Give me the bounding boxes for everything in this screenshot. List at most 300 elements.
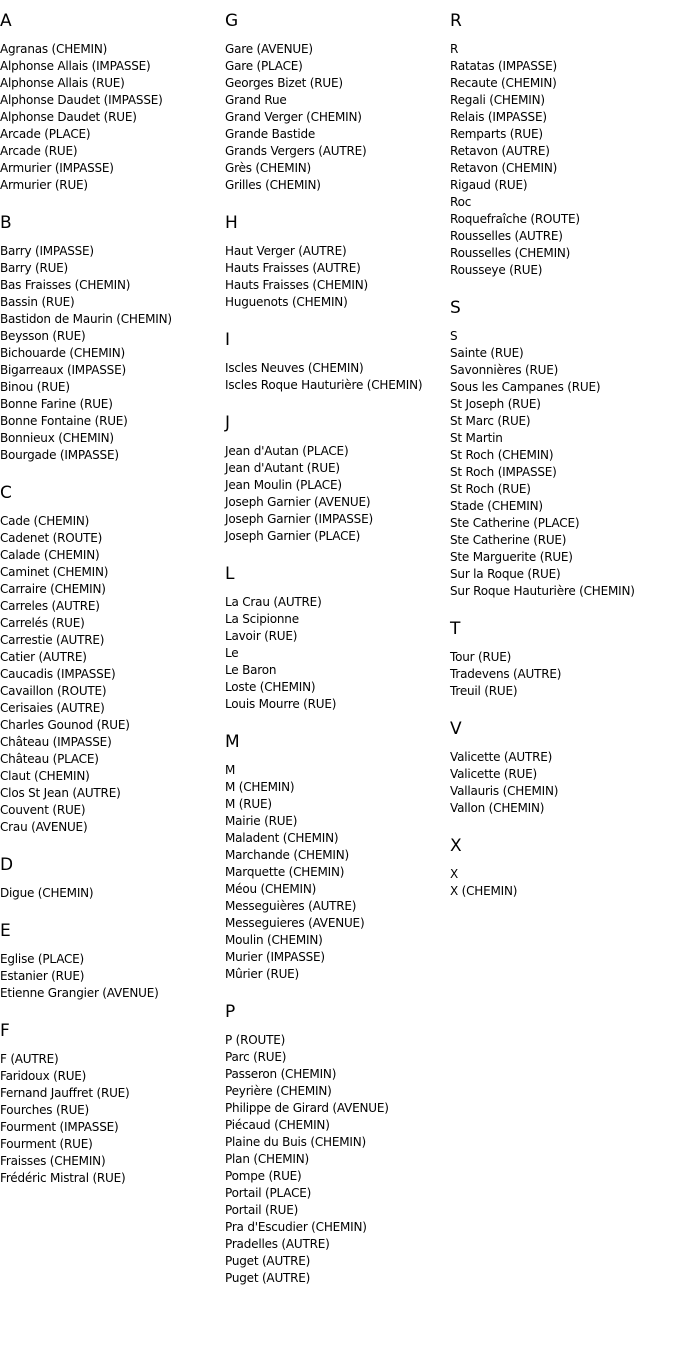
- section-letter-heading: S: [450, 298, 461, 318]
- street-link[interactable]: Mûrier (RUE): [225, 967, 300, 981]
- street-link[interactable]: Sainte (RUE): [450, 346, 524, 360]
- street-link[interactable]: Tradevens (AUTRE): [450, 667, 562, 681]
- street-list-item: [225, 1151, 447, 1168]
- street-list-item: [450, 262, 675, 279]
- street-list-item: [0, 530, 222, 547]
- street-list-item: [0, 785, 222, 802]
- letter-section: [450, 835, 675, 900]
- street-link[interactable]: Gare (PLACE): [225, 59, 303, 73]
- street-link[interactable]: Treuil (RUE): [450, 684, 518, 698]
- street-list-item: [225, 260, 447, 277]
- street-list-item: [225, 830, 447, 847]
- street-list-item: [0, 345, 222, 362]
- section-letter-heading: M: [225, 732, 240, 752]
- street-link[interactable]: Couvent (RUE): [0, 803, 86, 817]
- street-list-item: [225, 966, 447, 983]
- street-list-item: [0, 430, 222, 447]
- street-link[interactable]: Calade (CHEMIN): [0, 548, 100, 562]
- street-link[interactable]: Caucadis (IMPASSE): [0, 667, 116, 681]
- street-list-item: [0, 413, 222, 430]
- street-list-item: [0, 632, 222, 649]
- street-list-item: [0, 513, 222, 530]
- street-link[interactable]: Philippe de Girard (AVENUE): [225, 1101, 389, 1115]
- street-list-item: [0, 1085, 222, 1102]
- street-list-item: [450, 430, 675, 447]
- street-list-item: [0, 75, 222, 92]
- street-list-item: [0, 328, 222, 345]
- street-list-item: [450, 228, 675, 245]
- street-link[interactable]: Clos St Jean (AUTRE): [0, 786, 121, 800]
- street-list-item: [0, 92, 222, 109]
- street-link[interactable]: Bonne Fontaine (RUE): [0, 414, 128, 428]
- street-link[interactable]: Tour (RUE): [450, 650, 512, 664]
- street-link[interactable]: Messeguières (AUTRE): [225, 899, 357, 913]
- street-link[interactable]: Alphonse Daudet (RUE): [0, 110, 137, 124]
- street-link[interactable]: Le Baron: [225, 663, 277, 677]
- letter-section: [0, 1020, 222, 1187]
- letter-section: [0, 482, 222, 836]
- street-link[interactable]: M (CHEMIN): [225, 780, 295, 794]
- street-link[interactable]: Passeron (CHEMIN): [225, 1067, 337, 1081]
- street-link[interactable]: Jean d'Autant (RUE): [225, 461, 340, 475]
- letter-section: [0, 854, 222, 902]
- street-list-item: [225, 360, 447, 377]
- street-link[interactable]: Parc (RUE): [225, 1050, 287, 1064]
- street-link[interactable]: Arcade (PLACE): [0, 127, 91, 141]
- street-list: [225, 443, 447, 545]
- street-list-item: [0, 1119, 222, 1136]
- street-link[interactable]: St Roch (IMPASSE): [450, 465, 557, 479]
- street-list-item: [450, 666, 675, 683]
- street-list-item: [450, 245, 675, 262]
- street-link[interactable]: F (AUTRE): [0, 1052, 59, 1066]
- street-link[interactable]: Lavoir (RUE): [225, 629, 298, 643]
- street-list-item: [450, 92, 675, 109]
- street-link[interactable]: Le: [225, 646, 239, 660]
- street-link[interactable]: Murier (IMPASSE): [225, 950, 325, 964]
- street-link[interactable]: Digue (CHEMIN): [0, 886, 94, 900]
- street-link[interactable]: Arcade (RUE): [0, 144, 78, 158]
- street-link[interactable]: Huguenots (CHEMIN): [225, 295, 348, 309]
- street-link[interactable]: Fourches (RUE): [0, 1103, 90, 1117]
- street-link[interactable]: X (CHEMIN): [450, 884, 518, 898]
- street-link[interactable]: Carrelés (RUE): [0, 616, 85, 630]
- street-list-item: [225, 443, 447, 460]
- street-link[interactable]: La Crau (AUTRE): [225, 595, 322, 609]
- street-link[interactable]: Stade (CHEMIN): [450, 499, 543, 513]
- street-list: [450, 41, 675, 279]
- street-list-item: [450, 413, 675, 430]
- street-link[interactable]: Rousselles (AUTRE): [450, 229, 563, 243]
- street-link[interactable]: Pradelles (AUTRE): [225, 1237, 330, 1251]
- street-link[interactable]: Agranas (CHEMIN): [0, 42, 108, 56]
- street-link[interactable]: Louis Mourre (RUE): [225, 697, 337, 711]
- street-link[interactable]: Portail (RUE): [225, 1203, 299, 1217]
- street-link[interactable]: Ste Catherine (PLACE): [450, 516, 580, 530]
- street-list: [0, 885, 222, 902]
- street-list-item: [225, 864, 447, 881]
- street-list-item: [225, 460, 447, 477]
- street-link[interactable]: Sur Roque Hauturière (CHEMIN): [450, 584, 635, 598]
- street-link[interactable]: Savonnières (RUE): [450, 363, 559, 377]
- street-link[interactable]: Rousselles (CHEMIN): [450, 246, 571, 260]
- street-list-item: [225, 277, 447, 294]
- street-link[interactable]: Grand Rue: [225, 93, 287, 107]
- street-list-item: [225, 932, 447, 949]
- section-letter-heading: R: [450, 11, 462, 31]
- street-link[interactable]: Jean d'Autan (PLACE): [225, 444, 349, 458]
- section-letter-heading: J: [225, 413, 231, 433]
- street-list-item: [450, 109, 675, 126]
- street-link[interactable]: Fraisses (CHEMIN): [0, 1154, 106, 1168]
- street-link[interactable]: Pra d'Escudier (CHEMIN): [225, 1220, 367, 1234]
- street-index-column-1: [0, 10, 222, 1205]
- street-list-item: [0, 1051, 222, 1068]
- section-letter-heading: G: [225, 11, 239, 31]
- street-link[interactable]: Bonne Farine (RUE): [0, 397, 113, 411]
- street-link[interactable]: S: [450, 329, 458, 343]
- section-letter-heading: T: [450, 619, 461, 639]
- section-letter-heading: B: [0, 213, 12, 233]
- street-list-item: [225, 41, 447, 58]
- street-link[interactable]: R: [450, 42, 459, 56]
- street-list-item: [450, 481, 675, 498]
- street-list-item: [225, 1185, 447, 1202]
- street-list-item: [225, 762, 447, 779]
- street-link[interactable]: Grands Vergers (AUTRE): [225, 144, 367, 158]
- street-list-item: [0, 666, 222, 683]
- street-list-item: [225, 645, 447, 662]
- street-list-item: [0, 243, 222, 260]
- street-index-column-2: [225, 10, 447, 1305]
- street-link[interactable]: Gare (AVENUE): [225, 42, 313, 56]
- section-letter-heading: E: [0, 921, 11, 941]
- street-list-item: [450, 583, 675, 600]
- street-link[interactable]: M (RUE): [225, 797, 272, 811]
- street-link[interactable]: Sous les Campanes (RUE): [450, 380, 601, 394]
- street-link[interactable]: Eglise (PLACE): [0, 952, 85, 966]
- street-list-item: [0, 177, 222, 194]
- street-list: [450, 749, 675, 817]
- street-link[interactable]: Messeguieres (AVENUE): [225, 916, 365, 930]
- street-link[interactable]: M: [225, 763, 236, 777]
- street-link[interactable]: Hauts Fraisses (AUTRE): [225, 261, 361, 275]
- street-link[interactable]: Joseph Garnier (AVENUE): [225, 495, 371, 509]
- street-link[interactable]: Grès (CHEMIN): [225, 161, 312, 175]
- street-link[interactable]: Alphonse Allais (IMPASSE): [0, 59, 151, 73]
- street-link[interactable]: Pompe (RUE): [225, 1169, 302, 1183]
- street-list: [0, 513, 222, 836]
- street-list-item: [450, 683, 675, 700]
- street-link[interactable]: Ratatas (IMPASSE): [450, 59, 557, 73]
- street-list-item: [225, 177, 447, 194]
- street-link[interactable]: Grand Verger (CHEMIN): [225, 110, 362, 124]
- street-list-item: [0, 734, 222, 751]
- section-letter-heading: I: [225, 330, 231, 350]
- street-list-item: [450, 396, 675, 413]
- street-list-item: [0, 968, 222, 985]
- street-list-item: [0, 1102, 222, 1119]
- street-list-item: [0, 109, 222, 126]
- street-list-item: [450, 866, 675, 883]
- street-link[interactable]: Recaute (CHEMIN): [450, 76, 557, 90]
- street-link[interactable]: Retavon (AUTRE): [450, 144, 550, 158]
- street-link[interactable]: Crau (AVENUE): [0, 820, 88, 834]
- street-link[interactable]: St Joseph (RUE): [450, 397, 541, 411]
- street-link[interactable]: Alphonse Allais (RUE): [0, 76, 125, 90]
- street-list-item: [225, 696, 447, 713]
- street-list-item: [0, 751, 222, 768]
- street-link[interactable]: Rigaud (RUE): [450, 178, 528, 192]
- street-link[interactable]: Rousseye (RUE): [450, 263, 543, 277]
- street-link[interactable]: Peyrière (CHEMIN): [225, 1084, 332, 1098]
- street-link[interactable]: Barry (IMPASSE): [0, 244, 94, 258]
- street-link[interactable]: Ste Catherine (RUE): [450, 533, 567, 547]
- street-link[interactable]: Loste (CHEMIN): [225, 680, 316, 694]
- letter-section: [450, 297, 675, 600]
- street-link[interactable]: Armurier (RUE): [0, 178, 88, 192]
- street-list-item: [450, 41, 675, 58]
- street-link[interactable]: P (ROUTE): [225, 1033, 286, 1047]
- street-link[interactable]: St Marc (RUE): [450, 414, 531, 428]
- street-list-item: [450, 649, 675, 666]
- street-link[interactable]: Hauts Fraisses (CHEMIN): [225, 278, 368, 292]
- street-list: [450, 328, 675, 600]
- street-list-item: [225, 160, 447, 177]
- street-list-item: [225, 813, 447, 830]
- street-list-item: [225, 679, 447, 696]
- street-list-item: [0, 768, 222, 785]
- section-letter-heading: X: [450, 836, 462, 856]
- street-link[interactable]: Iscles Neuves (CHEMIN): [225, 361, 364, 375]
- street-link[interactable]: St Martin: [450, 431, 503, 445]
- street-link[interactable]: Georges Bizet (RUE): [225, 76, 343, 90]
- letter-section: [0, 10, 222, 194]
- street-link[interactable]: Etienne Grangier (AVENUE): [0, 986, 159, 1000]
- street-link[interactable]: Fourment (IMPASSE): [0, 1120, 119, 1134]
- street-link[interactable]: Portail (PLACE): [225, 1186, 312, 1200]
- street-list-item: [225, 1253, 447, 1270]
- street-list-item: [450, 883, 675, 900]
- street-list-item: [225, 628, 447, 645]
- section-letter-heading: L: [225, 564, 235, 584]
- street-list-item: [450, 515, 675, 532]
- street-list-item: [0, 683, 222, 700]
- street-link[interactable]: Château (IMPASSE): [0, 735, 112, 749]
- street-list-item: [0, 802, 222, 819]
- street-list-item: [0, 277, 222, 294]
- street-link[interactable]: Marquette (CHEMIN): [225, 865, 345, 879]
- street-link[interactable]: Méou (CHEMIN): [225, 882, 317, 896]
- street-list-item: [225, 1083, 447, 1100]
- street-link[interactable]: Retavon (CHEMIN): [450, 161, 558, 175]
- street-link[interactable]: Moulin (CHEMIN): [225, 933, 323, 947]
- street-link[interactable]: Binou (RUE): [0, 380, 70, 394]
- street-list-item: [450, 498, 675, 515]
- street-list-item: [225, 662, 447, 679]
- street-list-item: [0, 985, 222, 1002]
- street-link[interactable]: Carreles (AUTRE): [0, 599, 100, 613]
- street-list-item: [0, 1170, 222, 1187]
- street-link[interactable]: Bichouarde (CHEMIN): [0, 346, 126, 360]
- street-link[interactable]: Beysson (RUE): [0, 329, 86, 343]
- street-list: [0, 243, 222, 464]
- street-link[interactable]: Carraire (CHEMIN): [0, 582, 106, 596]
- section-letter-heading: D: [0, 855, 14, 875]
- street-link[interactable]: Carrestie (AUTRE): [0, 633, 105, 647]
- street-list-item: [450, 800, 675, 817]
- street-list-item: [450, 749, 675, 766]
- street-link[interactable]: Regali (CHEMIN): [450, 93, 545, 107]
- street-link[interactable]: Bassin (RUE): [0, 295, 75, 309]
- street-list: [225, 360, 447, 394]
- street-link[interactable]: Jean Moulin (PLACE): [225, 478, 342, 492]
- street-list-item: [450, 328, 675, 345]
- street-list-item: [450, 783, 675, 800]
- street-link[interactable]: Relais (IMPASSE): [450, 110, 547, 124]
- street-link[interactable]: Piécaud (CHEMIN): [225, 1118, 330, 1132]
- street-link[interactable]: Valicette (AUTRE): [450, 750, 553, 764]
- street-link[interactable]: Vallauris (CHEMIN): [450, 784, 559, 798]
- street-link[interactable]: Mairie (RUE): [225, 814, 298, 828]
- street-link[interactable]: Claut (CHEMIN): [0, 769, 90, 783]
- street-link[interactable]: Bastidon de Maurin (CHEMIN): [0, 312, 172, 326]
- street-list-item: [225, 779, 447, 796]
- street-list-item: [0, 564, 222, 581]
- street-link[interactable]: Maladent (CHEMIN): [225, 831, 339, 845]
- street-list-item: [0, 1153, 222, 1170]
- street-link[interactable]: Cavaillon (ROUTE): [0, 684, 107, 698]
- street-list-item: [225, 1032, 447, 1049]
- street-list: [0, 951, 222, 1002]
- street-link[interactable]: Vallon (CHEMIN): [450, 801, 545, 815]
- street-link[interactable]: Barry (RUE): [0, 261, 69, 275]
- street-list-item: [0, 615, 222, 632]
- street-list-item: [225, 477, 447, 494]
- street-link[interactable]: St Roch (CHEMIN): [450, 448, 554, 462]
- street-link[interactable]: Alphonse Daudet (IMPASSE): [0, 93, 163, 107]
- street-link[interactable]: Fourment (RUE): [0, 1137, 93, 1151]
- letter-section: [225, 563, 447, 713]
- street-list-item: [225, 594, 447, 611]
- street-link[interactable]: Château (PLACE): [0, 752, 99, 766]
- street-list-item: [0, 581, 222, 598]
- street-link[interactable]: Estanier (RUE): [0, 969, 85, 983]
- section-letter-heading: H: [225, 213, 238, 233]
- street-link[interactable]: Grande Bastide: [225, 127, 316, 141]
- street-link[interactable]: La Scipionne: [225, 612, 299, 626]
- street-list: [450, 649, 675, 700]
- street-link[interactable]: Bas Fraisses (CHEMIN): [0, 278, 131, 292]
- street-link[interactable]: Charles Gounod (RUE): [0, 718, 130, 732]
- street-list-item: [0, 160, 222, 177]
- street-link[interactable]: Valicette (RUE): [450, 767, 537, 781]
- street-link[interactable]: Cadenet (ROUTE): [0, 531, 103, 545]
- street-list: [225, 41, 447, 194]
- street-link[interactable]: Plaine du Buis (CHEMIN): [225, 1135, 366, 1149]
- street-link[interactable]: Plan (CHEMIN): [225, 1152, 309, 1166]
- street-link[interactable]: Caminet (CHEMIN): [0, 565, 109, 579]
- street-list-item: [0, 379, 222, 396]
- street-list-item: [225, 528, 447, 545]
- street-list-item: [0, 1136, 222, 1153]
- street-list-item: [450, 464, 675, 481]
- street-link[interactable]: St Roch (RUE): [450, 482, 531, 496]
- street-list-item: [450, 75, 675, 92]
- street-list-item: [450, 362, 675, 379]
- street-link[interactable]: Ste Marguerite (RUE): [450, 550, 573, 564]
- street-link[interactable]: Catier (AUTRE): [0, 650, 87, 664]
- street-link[interactable]: Grilles (CHEMIN): [225, 178, 321, 192]
- letter-section: [225, 329, 447, 394]
- street-list-item: [225, 109, 447, 126]
- street-link[interactable]: Haut Verger (AUTRE): [225, 244, 347, 258]
- street-link[interactable]: Faridoux (RUE): [0, 1069, 87, 1083]
- street-list-item: [0, 362, 222, 379]
- street-link[interactable]: Joseph Garnier (PLACE): [225, 529, 361, 543]
- street-list-item: [0, 885, 222, 902]
- street-link[interactable]: Puget (AUTRE): [225, 1271, 311, 1285]
- street-link[interactable]: Marchande (CHEMIN): [225, 848, 349, 862]
- street-list-item: [225, 898, 447, 915]
- street-list-item: [225, 1117, 447, 1134]
- street-link[interactable]: Roquefraîche (ROUTE): [450, 212, 580, 226]
- street-list: [225, 594, 447, 713]
- street-link[interactable]: Bourgade (IMPASSE): [0, 448, 119, 462]
- street-link[interactable]: Frédéric Mistral (RUE): [0, 1171, 126, 1185]
- street-list-item: [225, 1049, 447, 1066]
- street-link[interactable]: Armurier (IMPASSE): [0, 161, 114, 175]
- letter-section: [450, 718, 675, 817]
- letter-section: [450, 10, 675, 279]
- street-list-item: [0, 58, 222, 75]
- street-list-item: [450, 345, 675, 362]
- street-index-column-3: [450, 10, 675, 918]
- street-link[interactable]: Iscles Roque Hauturière (CHEMIN): [225, 378, 423, 392]
- street-list-item: [225, 915, 447, 932]
- street-link[interactable]: Cade (CHEMIN): [0, 514, 90, 528]
- street-link[interactable]: Remparts (RUE): [450, 127, 543, 141]
- street-link[interactable]: Sur la Roque (RUE): [450, 567, 561, 581]
- street-list-item: [225, 1100, 447, 1117]
- street-link[interactable]: X: [450, 867, 459, 881]
- street-list-item: [225, 949, 447, 966]
- letter-section: [225, 212, 447, 311]
- street-list-item: [450, 549, 675, 566]
- street-list-item: [450, 126, 675, 143]
- street-link[interactable]: Bonnieux (CHEMIN): [0, 431, 114, 445]
- street-link[interactable]: Roc: [450, 195, 472, 209]
- street-link[interactable]: Cerisaies (AUTRE): [0, 701, 105, 715]
- street-list-item: [0, 547, 222, 564]
- street-list-item: [225, 1066, 447, 1083]
- section-letter-heading: F: [0, 1021, 10, 1041]
- street-link[interactable]: Joseph Garnier (IMPASSE): [225, 512, 373, 526]
- street-list-item: [450, 194, 675, 211]
- street-link[interactable]: Fernand Jauffret (RUE): [0, 1086, 130, 1100]
- section-letter-heading: V: [450, 719, 462, 739]
- street-list: [225, 1032, 447, 1287]
- street-list-item: [0, 126, 222, 143]
- street-list-item: [450, 211, 675, 228]
- street-link[interactable]: Puget (AUTRE): [225, 1254, 311, 1268]
- street-list-item: [225, 796, 447, 813]
- street-list: [0, 1051, 222, 1187]
- street-list-item: [225, 294, 447, 311]
- street-list-item: [225, 511, 447, 528]
- section-letter-heading: C: [0, 483, 12, 503]
- street-link[interactable]: Bigarreaux (IMPASSE): [0, 363, 126, 377]
